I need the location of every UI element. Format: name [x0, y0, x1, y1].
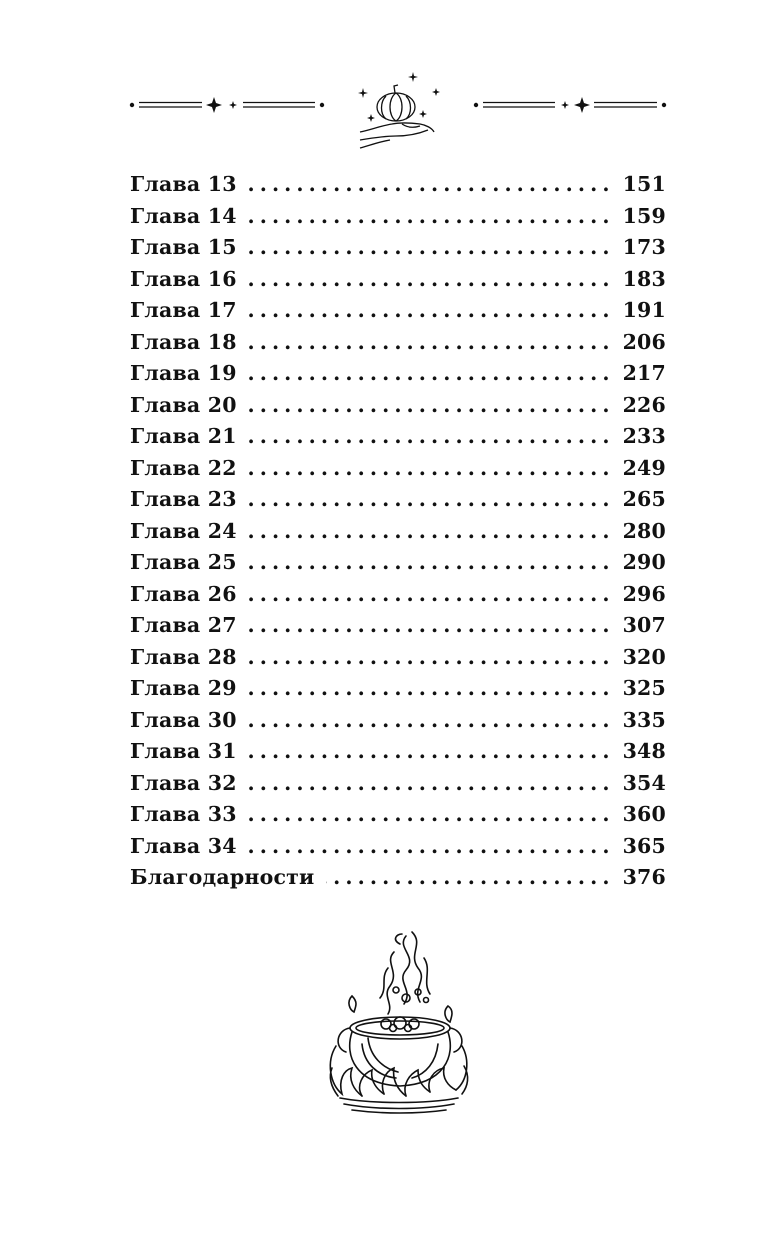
toc-entry[interactable]: [130, 456, 666, 488]
toc-entry-title: Глава 21: [130, 424, 237, 448]
toc-entry[interactable]: [130, 298, 666, 330]
dot-leader: [249, 739, 615, 763]
toc-entry[interactable]: [130, 172, 666, 204]
toc-entry-title: Глава 18: [130, 329, 237, 354]
toc-entry-page: 365: [622, 833, 666, 858]
toc-entry-page: 249: [622, 455, 666, 480]
toc-entry-title: Благодарности: [130, 865, 315, 889]
toc-entry-page: 173: [622, 235, 666, 259]
toc-entry-page: 360: [622, 802, 666, 826]
dot-leader: [249, 267, 615, 291]
toc-entry-page: 325: [622, 676, 666, 700]
toc-entry[interactable]: [130, 550, 666, 582]
toc-entry-title: Глава 13: [130, 172, 237, 196]
dot-leader: [249, 393, 615, 417]
dot-leader: [249, 519, 615, 543]
cauldron-over-fire-icon: [322, 928, 472, 1123]
toc-entry[interactable]: [130, 267, 666, 299]
toc-entry[interactable]: [130, 865, 666, 897]
toc-entry-title: Глава 28: [130, 644, 237, 669]
toc-entry-page: 159: [622, 203, 666, 228]
toc-entry[interactable]: [130, 393, 666, 425]
toc-entry-page: 348: [622, 739, 666, 763]
toc-entry-title: Глава 24: [130, 518, 237, 543]
toc-entry[interactable]: [130, 676, 666, 708]
toc-entry-title: Глава 20: [130, 392, 237, 417]
dot-leader: [249, 456, 615, 480]
toc-entry-page: 191: [622, 298, 666, 322]
toc-entry-page: 296: [622, 581, 666, 606]
toc-entry-page: 206: [622, 329, 666, 354]
dot-leader: [249, 802, 615, 826]
toc-entry-title: Глава 14: [130, 203, 237, 228]
toc-entry[interactable]: [130, 361, 666, 393]
toc-entry-title: Глава 29: [130, 676, 237, 700]
toc-entry-title: Глава 26: [130, 581, 237, 606]
toc-entry-page: 265: [622, 487, 666, 511]
toc-entry[interactable]: [130, 834, 666, 866]
toc-entry-page: 183: [622, 266, 666, 291]
toc-entry[interactable]: [130, 204, 666, 236]
toc-entry-page: 151: [622, 172, 666, 196]
toc-entry[interactable]: [130, 330, 666, 362]
left-divider: [130, 97, 324, 113]
dot-leader: [249, 204, 615, 228]
dot-leader: [249, 708, 615, 732]
dot-leader: [249, 172, 615, 196]
toc-entry-page: 217: [622, 361, 666, 385]
dot-leader: [249, 235, 615, 259]
dot-leader: [249, 582, 615, 606]
toc-entry-title: Глава 16: [130, 266, 237, 291]
toc-entry[interactable]: [130, 519, 666, 551]
toc-entry[interactable]: [130, 487, 666, 519]
toc-entry-page: 354: [622, 770, 666, 795]
toc-entry-page: 233: [622, 424, 666, 448]
toc-entry-title: Глава 31: [130, 739, 237, 763]
dot-leader: [249, 361, 615, 385]
dot-leader: [249, 613, 615, 637]
toc-entry-page: 226: [622, 392, 666, 417]
toc-entry-title: Глава 25: [130, 550, 237, 574]
toc-entry-page: 290: [622, 550, 666, 574]
toc-entry-title: Глава 23: [130, 487, 237, 511]
toc-entry-title: Глава 15: [130, 235, 237, 259]
toc-entry[interactable]: [130, 771, 666, 803]
toc-entry[interactable]: [130, 235, 666, 267]
toc-entry[interactable]: [130, 582, 666, 614]
toc-entry[interactable]: [130, 739, 666, 771]
dot-leader: [249, 487, 615, 511]
toc-entry-page: 307: [622, 613, 666, 637]
dot-leader: [249, 645, 615, 669]
toc-entry-page: 320: [622, 644, 666, 669]
toc-entry[interactable]: [130, 802, 666, 834]
toc-entry[interactable]: [130, 424, 666, 456]
toc-entry-page: 335: [622, 707, 666, 732]
toc-entry[interactable]: [130, 708, 666, 740]
dot-leader: [249, 424, 615, 448]
toc-entry[interactable]: [130, 645, 666, 677]
dot-leader: [249, 771, 615, 795]
toc-entry-title: Глава 34: [130, 833, 237, 858]
toc-entry-page: 280: [622, 518, 666, 543]
toc-entry-title: Глава 22: [130, 455, 237, 480]
toc-entry-title: Глава 30: [130, 707, 237, 732]
dot-leader: [249, 330, 615, 354]
right-divider: [474, 97, 666, 113]
header-ornament: [0, 60, 768, 160]
dot-leader: [326, 865, 614, 889]
dot-leader: [249, 676, 615, 700]
toc-entry[interactable]: [130, 613, 666, 645]
toc-entry-title: Глава 32: [130, 770, 237, 795]
dot-leader: [249, 298, 615, 322]
toc-entry-title: Глава 27: [130, 613, 237, 637]
dot-leader: [249, 834, 615, 858]
dot-leader: [249, 550, 615, 574]
toc-entry-title: Глава 19: [130, 361, 237, 385]
toc-entry-title: Глава 17: [130, 298, 237, 322]
pumpkin-on-hand-icon: [358, 72, 440, 148]
table-of-contents: [130, 172, 666, 897]
toc-entry-title: Глава 33: [130, 802, 237, 826]
toc-entry-page: 376: [622, 865, 666, 889]
